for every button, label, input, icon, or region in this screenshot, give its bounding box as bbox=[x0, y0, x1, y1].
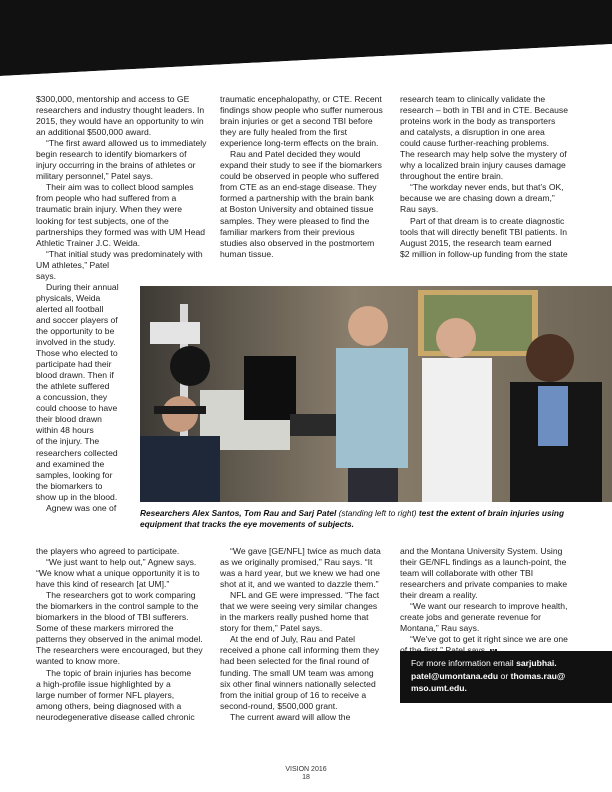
text-line: story for them,” Patel says. bbox=[220, 623, 323, 634]
article-paragraph bbox=[400, 601, 590, 634]
article-paragraph bbox=[36, 557, 212, 590]
text-line: researchers collected bbox=[36, 447, 118, 458]
text-line: tools that will directly benefit TBI patients. In bbox=[400, 226, 568, 237]
email-link-rau[interactable]: thomas.rau@ bbox=[510, 670, 566, 681]
text-line: could be observed in people who suffered bbox=[220, 171, 379, 182]
text-line: their dream a reality. bbox=[400, 590, 478, 601]
text-line: their GE/NFL findings as a launch-point, the bbox=[400, 557, 567, 568]
researcher-2-head bbox=[436, 318, 476, 358]
text-line: biomarkers in the blood of TBI sufferers. bbox=[36, 612, 189, 623]
email-link-patel[interactable]: sarjubhai. bbox=[516, 658, 557, 668]
text-line: $300,000, mentorship and access to GE bbox=[36, 94, 190, 104]
text-line: could choose to have bbox=[36, 403, 118, 414]
footer-publication: VISION 2016 bbox=[285, 766, 327, 773]
text-line: Athletic Trainer J.C. Weida. bbox=[36, 237, 140, 248]
text-line: 2015, they would have an opportunity to win bbox=[36, 116, 204, 127]
text-line: looking for test subjects, one of the bbox=[36, 215, 169, 226]
caption-position-note: (standing left to right) bbox=[336, 508, 419, 518]
article-paragraph bbox=[400, 182, 590, 215]
article-paragraph bbox=[36, 138, 212, 182]
text-line: brain injuries or get a second TBI before bbox=[220, 116, 373, 127]
text-line: injury occurring in the brains of athletes or bbox=[36, 160, 196, 171]
page-number: 18 bbox=[302, 774, 310, 781]
text-line: show up in the blood. bbox=[36, 491, 118, 502]
column-1-bottom bbox=[36, 546, 212, 723]
text-line: six other final winners nationally selected bbox=[220, 678, 376, 689]
text-line: have this kind of research [at UM].” bbox=[36, 579, 170, 590]
article-paragraph bbox=[400, 94, 590, 182]
text-line: throughout the entire brain. bbox=[400, 171, 504, 182]
text-line: formed a partnership with the brain bank bbox=[220, 193, 374, 204]
text-line: their blood drawn bbox=[36, 414, 102, 425]
text-line: At the end of July, Rau and Patel bbox=[230, 634, 356, 645]
column-2-bottom bbox=[220, 546, 396, 723]
text-line: “We gave [GE/NFL] twice as much data bbox=[230, 546, 381, 556]
text-line: a concussion, they bbox=[36, 392, 108, 403]
text-line: “That initial study was predominately with bbox=[46, 248, 203, 259]
text-line: from CTE as an end-stage disease. They bbox=[220, 182, 377, 193]
text-line: “We want our research to improve health, bbox=[410, 601, 568, 612]
column-3-bottom bbox=[400, 546, 590, 656]
text-line: shot at it, and we wanted to dazzle them.” bbox=[220, 579, 379, 590]
text-line: from people who had suffered from a bbox=[36, 193, 177, 204]
text-line: they are fully healed from the first bbox=[220, 127, 348, 138]
text-line: August 2015, the research team earned bbox=[400, 237, 552, 248]
text-line: of the injury. The bbox=[36, 436, 100, 447]
text-line: and examined the bbox=[36, 458, 105, 469]
photo-caption bbox=[140, 508, 605, 530]
text-line: large number of former NFL players, bbox=[36, 689, 175, 700]
email-link-rau-cont[interactable]: mso.umt.edu. bbox=[411, 683, 467, 693]
text-line: traumatic encephalopathy, or CTE. Recent bbox=[220, 94, 382, 104]
text-line: research – both in TBI and in CTE. Because bbox=[400, 105, 568, 116]
text-line: Montana,” Rau says. bbox=[400, 623, 480, 634]
text-line: studies also observed in the postmortem bbox=[220, 237, 375, 248]
photo-illustration bbox=[140, 286, 612, 502]
text-line: had been selected for the final round of bbox=[220, 656, 370, 667]
text-line: funding. The small UM team was among bbox=[220, 667, 374, 678]
text-line: Those who elected to bbox=[36, 348, 118, 359]
text-line: team will collaborate with other TBI bbox=[400, 568, 534, 579]
header-banner bbox=[0, 0, 612, 90]
text-line: received a phone call informing them they bbox=[220, 645, 380, 656]
text-line: military personnel,” Patel says. bbox=[36, 171, 154, 182]
text-line: Their aim was to collect blood samples bbox=[46, 182, 194, 193]
text-line: The research may help solve the mystery of bbox=[400, 149, 567, 160]
article-paragraph bbox=[220, 94, 396, 149]
text-line: “The first award allowed us to immediately bbox=[46, 138, 207, 149]
text-line: During their annual bbox=[46, 281, 119, 292]
caption-description: test the extent of brain injuries using bbox=[418, 508, 565, 518]
text-line: researchers and private companies to make bbox=[400, 579, 568, 590]
column-3-top bbox=[400, 94, 590, 260]
text-line: “We know what a unique opportunity it is to bbox=[36, 568, 200, 579]
article-paragraph bbox=[36, 94, 212, 138]
text-line: researchers and industry thought leaders. In bbox=[36, 105, 205, 116]
text-line: The researchers got to work comparing bbox=[46, 590, 196, 601]
text-line: Rau and Patel decided they would bbox=[230, 149, 361, 160]
article-paragraph bbox=[220, 712, 396, 723]
article-paragraph bbox=[36, 249, 212, 282]
text-line: human tissue. bbox=[220, 248, 274, 259]
equipment-sphere bbox=[170, 346, 210, 386]
text-line: says. bbox=[36, 270, 57, 281]
article-paragraph bbox=[220, 149, 396, 259]
text-line: the athlete suffered bbox=[36, 381, 110, 392]
text-line: physicals, Weida bbox=[36, 292, 101, 303]
article-paragraph bbox=[36, 590, 212, 667]
article-paragraph bbox=[36, 668, 212, 723]
text-line: “The workday never ends, but that’s OK, bbox=[410, 182, 564, 193]
text-line: a high-profile issue highlighted by a bbox=[36, 678, 171, 689]
researcher-2-body bbox=[422, 358, 492, 502]
article-paragraph bbox=[220, 546, 396, 590]
text-line: at Boston University and obtained tissue bbox=[220, 204, 374, 215]
article-paragraph bbox=[400, 546, 590, 601]
caption-description-end: equipment that tracks the eye movements of subjects. bbox=[140, 519, 354, 529]
text-line: patterns they observed in the animal model. bbox=[36, 634, 203, 645]
article-paragraph bbox=[36, 182, 212, 248]
text-line: from the initial group of 16 to receive a bbox=[220, 689, 367, 700]
article-paragraph bbox=[36, 546, 212, 557]
text-line: that we were seeing very similar changes bbox=[220, 601, 378, 612]
text-line: among others, being diagnosed with a bbox=[36, 700, 182, 711]
text-line: and the Montana University System. Using bbox=[400, 546, 563, 556]
text-line: familiar markers from their previous bbox=[220, 226, 355, 237]
text-line: because we are chasing down a dream,” bbox=[400, 193, 555, 204]
text-line: findings show people who suffer numerous bbox=[220, 105, 383, 116]
text-line: samples, looking for bbox=[36, 469, 113, 480]
text-line: Part of that dream is to create diagnostic bbox=[410, 215, 565, 226]
text-line: $2 million in follow-up funding from the state bbox=[400, 248, 568, 259]
article-paragraph bbox=[220, 590, 396, 634]
researcher-3-head bbox=[526, 334, 574, 382]
text-line: Some of these markers mirrored the bbox=[36, 623, 174, 634]
text-line: “We’ve got to get it right since we are one bbox=[410, 634, 568, 645]
text-line: second-round, $500,000 grant. bbox=[220, 700, 338, 711]
text-line: blood drawn. Then if bbox=[36, 370, 114, 381]
text-line: experience long-term effects on the brain. bbox=[220, 138, 379, 149]
contact-prefix: For more information email bbox=[411, 658, 517, 668]
monitor bbox=[244, 356, 296, 420]
article-paragraph bbox=[220, 634, 396, 711]
text-line: alerted all football bbox=[36, 303, 104, 314]
text-line: create jobs and generate revenue for bbox=[400, 612, 541, 623]
text-line: NFL and GE were impressed. “The fact bbox=[230, 590, 380, 601]
text-line: partnerships they formed was with UM Head bbox=[36, 226, 206, 237]
text-line: “We just want to help out,” Agnew says. bbox=[46, 557, 197, 568]
text-line: the biomarkers in the control sample to the bbox=[36, 601, 199, 612]
text-line: in the markers really pushed home that bbox=[220, 612, 369, 623]
text-line: The topic of brain injuries has become bbox=[46, 667, 192, 678]
banner-shape bbox=[0, 0, 612, 76]
researchers-photo bbox=[140, 286, 612, 502]
subject-body bbox=[140, 436, 220, 502]
email-link-patel-cont[interactable]: patel@umontana.edu bbox=[411, 670, 499, 681]
text-line: participate had their bbox=[36, 359, 112, 370]
text-line: begin research to identify biomarkers of bbox=[36, 149, 187, 160]
text-line: Agnew was one of bbox=[46, 502, 117, 513]
contact-info-box bbox=[400, 651, 612, 703]
text-line: UM athletes,” Patel bbox=[36, 259, 110, 270]
text-line: the biomarkers to bbox=[36, 480, 103, 491]
text-line: within 48 hours bbox=[36, 425, 94, 436]
text-line: traumatic brain injury. When they were bbox=[36, 204, 182, 215]
text-line: proteins work in the body as transporters bbox=[400, 116, 556, 127]
text-line: and catalysts, a disruption in one area bbox=[400, 127, 545, 138]
text-line: involved in the study. bbox=[36, 337, 116, 348]
caption-names: Researchers Alex Santos, Tom Rau and Sarj Patel bbox=[140, 508, 337, 518]
text-line: an additional $500,000 award. bbox=[36, 127, 152, 138]
column-2-top bbox=[220, 94, 396, 260]
researcher-1-head bbox=[348, 306, 388, 346]
text-line: neurodegenerative disease called chronic bbox=[36, 711, 195, 722]
text-line: Rau says. bbox=[400, 204, 439, 215]
text-line: the opportunity to be bbox=[36, 325, 115, 336]
equipment-box bbox=[150, 322, 200, 344]
researcher-1-body bbox=[336, 348, 408, 468]
text-line: why a localized brain injury causes damage bbox=[400, 160, 566, 171]
article-paragraph bbox=[400, 216, 590, 260]
text-line: samples. They were pleased to find the bbox=[220, 215, 370, 226]
text-line: wanted to know more. bbox=[36, 656, 121, 667]
text-line: could cause further-reaching problems. bbox=[400, 138, 550, 149]
contact-connector: or bbox=[498, 670, 511, 681]
text-line: The researchers were encouraged, but they bbox=[36, 645, 203, 656]
text-line: the players who agreed to participate. bbox=[36, 546, 180, 556]
text-line: and soccer players of bbox=[36, 314, 118, 325]
text-line: was a hard year, but we knew we had one bbox=[220, 568, 381, 579]
text-line: expand their study to see if the biomarkers bbox=[220, 160, 382, 171]
text-line: The current award will allow the bbox=[230, 711, 351, 722]
text-line: research team to clinically validate the bbox=[400, 94, 546, 104]
text-line: as we originally promised,” Rau says. “It bbox=[220, 557, 373, 568]
